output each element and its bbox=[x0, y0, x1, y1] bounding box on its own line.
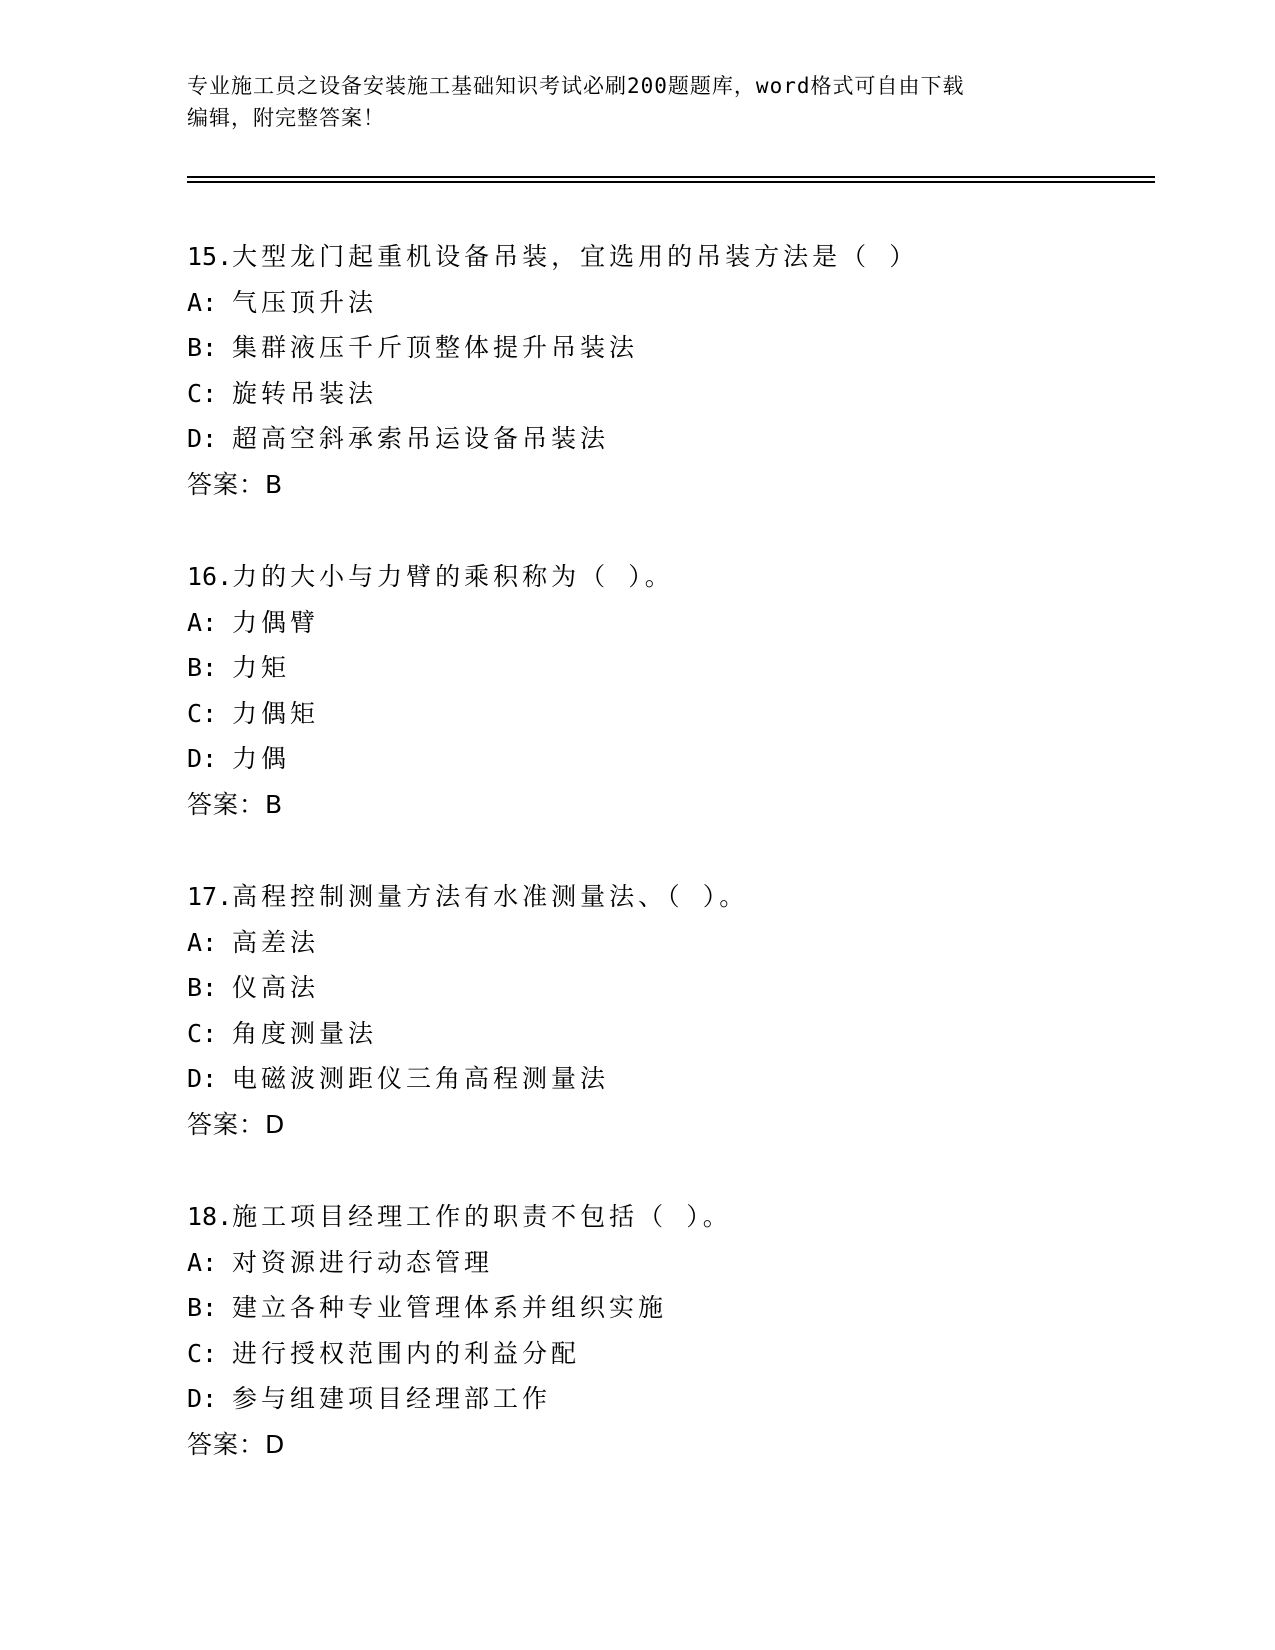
option-key: D: bbox=[187, 424, 218, 453]
option-key: B: bbox=[187, 973, 218, 1002]
header-title-line-1: 专业施工员之设备安装施工基础知识考试必刷200题题库，word格式可自由下载 bbox=[187, 74, 965, 98]
option-text: 进行授权范围内的利益分配 bbox=[232, 1338, 581, 1368]
option-text: 力偶矩 bbox=[232, 698, 320, 728]
question-text: 力的大小与力臂的乘积称为（ ）。 bbox=[232, 562, 674, 591]
option-text: 超高空斜承索吊运设备吊装法 bbox=[232, 424, 610, 453]
option-key: A: bbox=[187, 1247, 218, 1277]
option-key: A: bbox=[187, 607, 218, 637]
option-text: 电磁波测距仪三角高程测量法 bbox=[232, 1064, 610, 1093]
option-key: C: bbox=[187, 698, 218, 728]
option-c bbox=[187, 691, 1147, 737]
answer-line: 答案：B bbox=[187, 789, 284, 819]
header-title-line-2: 编辑，附完整答案！ bbox=[187, 106, 385, 130]
answer-line: 答案：B bbox=[187, 469, 284, 499]
option-key: C: bbox=[187, 1338, 218, 1368]
option-b bbox=[187, 325, 1147, 371]
option-text: 力偶 bbox=[232, 744, 291, 773]
header-divider-top bbox=[187, 176, 1155, 178]
option-key: B: bbox=[187, 333, 218, 362]
question-item bbox=[187, 1194, 1147, 1514]
option-text: 气压顶升法 bbox=[232, 287, 378, 317]
answer-line: 答案：D bbox=[187, 1429, 286, 1459]
question-number: 16. bbox=[187, 562, 233, 591]
option-text: 对资源进行动态管理 bbox=[232, 1247, 494, 1277]
option-key: C: bbox=[187, 1018, 218, 1048]
question-stem bbox=[187, 554, 1147, 600]
question-stem bbox=[187, 1194, 1147, 1240]
question-item bbox=[187, 874, 1147, 1194]
option-d bbox=[187, 1056, 1147, 1102]
question-stem bbox=[187, 234, 1147, 280]
question-stem bbox=[187, 874, 1147, 920]
option-text: 力矩 bbox=[232, 653, 291, 682]
option-a bbox=[187, 920, 1147, 966]
option-key: D: bbox=[187, 1384, 218, 1413]
option-text: 高差法 bbox=[232, 927, 320, 957]
question-number: 15. bbox=[187, 242, 233, 271]
option-text: 建立各种专业管理体系并组织实施 bbox=[232, 1293, 668, 1322]
option-c bbox=[187, 371, 1147, 417]
option-a bbox=[187, 280, 1147, 326]
option-b bbox=[187, 645, 1147, 691]
question-text: 高程控制测量方法有水准测量法、（ ）。 bbox=[232, 882, 749, 911]
option-key: A: bbox=[187, 927, 218, 957]
option-d bbox=[187, 736, 1147, 782]
question-list bbox=[187, 234, 1147, 1514]
option-text: 角度测量法 bbox=[232, 1018, 378, 1048]
option-key: B: bbox=[187, 1293, 218, 1322]
option-d bbox=[187, 1376, 1147, 1422]
option-c bbox=[187, 1331, 1147, 1377]
option-key: D: bbox=[187, 744, 218, 773]
question-item bbox=[187, 554, 1147, 874]
option-text: 力偶臂 bbox=[232, 607, 320, 637]
question-number: 18. bbox=[187, 1202, 233, 1231]
header-divider-bottom bbox=[187, 181, 1155, 183]
answer-line: 答案：D bbox=[187, 1109, 286, 1139]
option-text: 集群液压千斤顶整体提升吊装法 bbox=[232, 333, 639, 362]
option-text: 旋转吊装法 bbox=[232, 378, 378, 408]
option-key: B: bbox=[187, 653, 218, 682]
option-key: C: bbox=[187, 378, 218, 408]
option-text: 仪高法 bbox=[232, 973, 320, 1002]
option-text: 参与组建项目经理部工作 bbox=[232, 1384, 552, 1413]
question-number: 17. bbox=[187, 882, 233, 911]
option-a bbox=[187, 600, 1147, 646]
question-text: 施工项目经理工作的职责不包括（ ）。 bbox=[232, 1202, 732, 1231]
option-key: D: bbox=[187, 1064, 218, 1093]
option-b bbox=[187, 965, 1147, 1011]
option-d bbox=[187, 416, 1147, 462]
question-text: 大型龙门起重机设备吊装，宜选用的吊装方法是（ ） bbox=[232, 242, 919, 271]
option-key: A: bbox=[187, 287, 218, 317]
option-a bbox=[187, 1240, 1147, 1286]
document-header bbox=[187, 70, 1087, 134]
question-item bbox=[187, 234, 1147, 554]
option-c bbox=[187, 1011, 1147, 1057]
option-b bbox=[187, 1285, 1147, 1331]
